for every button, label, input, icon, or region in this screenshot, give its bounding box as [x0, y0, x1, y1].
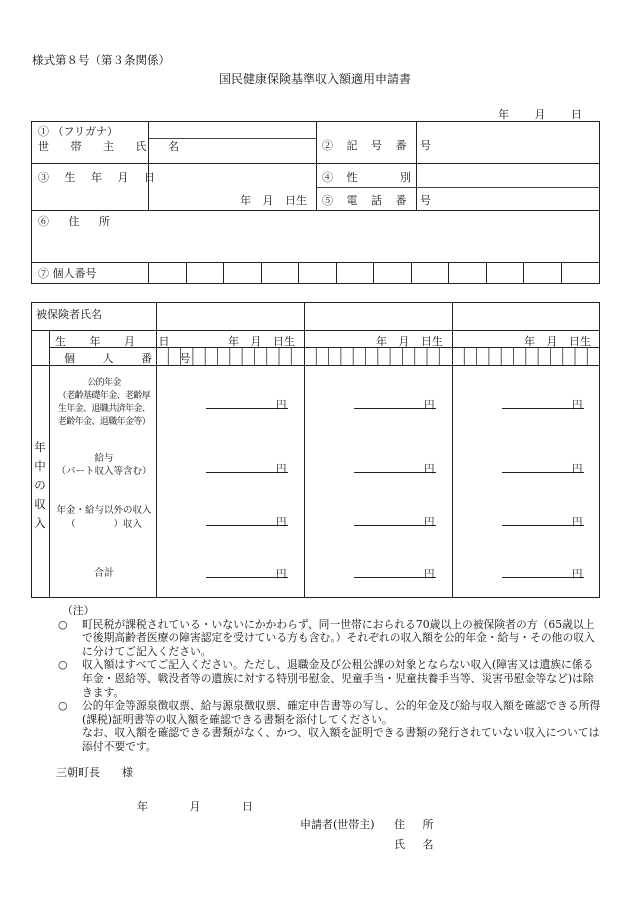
yen-unit: 円 [424, 463, 435, 475]
symbol-number-field[interactable] [417, 122, 599, 162]
phone-label: ⑤ 電 話 番 号 [322, 194, 436, 207]
yen-unit: 円 [572, 399, 583, 411]
income-row-total-label: 合計 [94, 568, 114, 579]
sex-label-2: 別 [400, 171, 411, 184]
yen-unit: 円 [572, 516, 583, 528]
sex-label: ④ 性 [322, 171, 363, 184]
note-item [58, 618, 602, 659]
note-mark [58, 726, 82, 753]
addressee: 三朝町長 様 [56, 766, 133, 779]
birthdate-label: ③ 生 年 月 日 [38, 171, 161, 184]
application-date[interactable]: 年 月 日 [498, 108, 582, 121]
insured-3-birth-suffix: 年 月 日生 [524, 335, 591, 348]
notes-heading: （注） [62, 604, 95, 617]
footer-address-label: 住 所 [394, 818, 434, 831]
submission-date[interactable]: 年 月 日 [137, 800, 253, 813]
note-item [58, 699, 602, 726]
note-mark: ○ [58, 658, 68, 672]
note-item [58, 726, 602, 753]
insured-1-birth-suffix: 年 月 日生 [228, 335, 295, 348]
yen-unit: 円 [424, 568, 435, 580]
footer-address-field[interactable] [440, 814, 600, 830]
page-title: 国民健康保険基準収入額適用申請書 [218, 72, 411, 86]
notes-section [58, 604, 602, 754]
furigana-label: ① （フリガナ） [38, 125, 118, 138]
yen-unit: 円 [276, 516, 287, 528]
yen-unit: 円 [424, 399, 435, 411]
furigana-field[interactable] [149, 122, 315, 137]
yen-unit: 円 [276, 463, 287, 475]
note-text: なお、収入額を確認できる書類がなく、かつ、収入額を証明できる書類の発行されていない収入については添付不要です。 [82, 726, 600, 753]
birthdate-field[interactable] [149, 164, 315, 209]
yen-unit: 円 [424, 516, 435, 528]
householder-name-field[interactable] [149, 139, 315, 162]
note-item [58, 658, 602, 699]
address-field[interactable] [32, 230, 599, 261]
yen-unit: 円 [572, 463, 583, 475]
note-mark: ○ [58, 617, 68, 631]
householder-name-label: 世 帯 主 氏 名 [38, 140, 188, 153]
note-mark: ○ [58, 699, 68, 713]
yen-unit: 円 [276, 568, 287, 580]
address-label: ⑥ 住 所 [38, 215, 118, 228]
personal-number-field[interactable] [149, 263, 599, 283]
yen-unit: 円 [572, 568, 583, 580]
form-number: 様式第８号（第３条関係） [32, 53, 170, 67]
income-row-salary-label: 給与 （パート収入等含む） [56, 453, 152, 477]
yen-unit: 円 [276, 399, 287, 411]
note-text: 収入額はすべてご記入ください。ただし、退職金及び公租公課の対象とならない収入(障害又は遺族に係る年金・恩給等、戦没者等の遺族に対する特別弔慰金、児童手当・児童扶養手当等、災害弔慰金等など)は除きます。 [82, 658, 594, 699]
symbol-number-label: ② 記 号 番 号 [322, 139, 436, 152]
birthdate-suffix: 年 月 日生 [240, 194, 307, 207]
insured-name-label: 被保険者氏名 [36, 308, 102, 321]
income-row-other-label: 年金・給与以外の収入 （ ）収入 [56, 505, 152, 530]
insured-personal-number-cells[interactable] [156, 347, 600, 365]
applicant-label: 申請者(世帯主) [300, 818, 375, 831]
note-text: 町民税が課税されている・いないにかかわらず、同一世帯におられる70歳以上の被保険者の方（65歳以上で後期高齢者医療の障害認定を受けている方も含む。）それぞれの収入額を公的年金・給与・その他の収入に分けてご記入ください。 [82, 617, 595, 658]
income-row-pension-label: 公的年金 （老齢基礎年金、老齢厚生年金、退職共済年金、老齢年金、退職年金等） [57, 378, 151, 427]
insured-birth-label: 生 年 月 日 [55, 335, 180, 348]
insured-personal-number-label: 個 人 番 号 [64, 352, 203, 365]
sex-field[interactable] [417, 164, 599, 186]
annual-income-label: 年中の収入 [34, 440, 46, 530]
personal-number-label: ⑦ 個人番号 [38, 267, 97, 280]
insured-2-birth-suffix: 年 月 日生 [376, 335, 443, 348]
note-text: 公的年金等源泉徴収票、給与源泉徴収票、確定申告書等の写し、公的年金及び給与収入額を確認できる所得(課税)証明書等の収入額を確認できる書類を添付してください。 [82, 699, 601, 726]
footer-name-label: 氏 名 [394, 838, 434, 851]
footer-name-field[interactable] [440, 834, 600, 850]
phone-field[interactable] [417, 188, 599, 209]
